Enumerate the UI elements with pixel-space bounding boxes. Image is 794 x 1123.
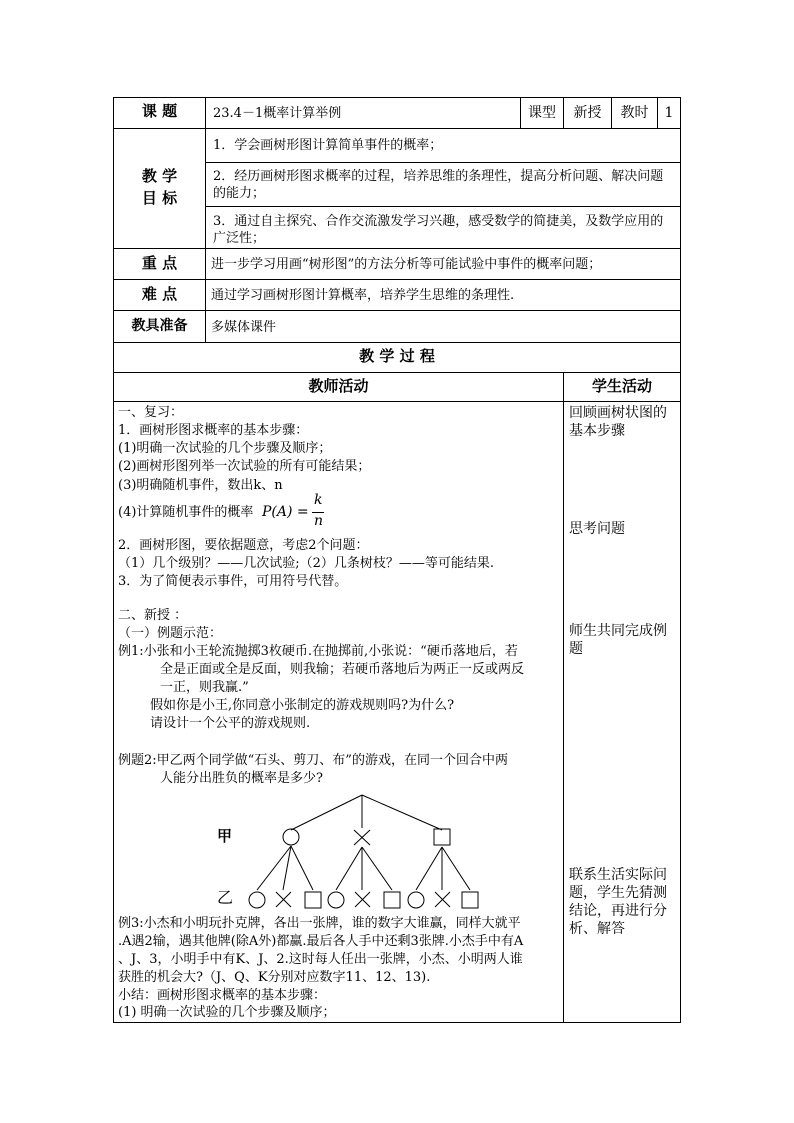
review-title: 一、复习： [118, 405, 184, 420]
review-1: 1．画树形图求概率的基本步骤： [118, 423, 309, 438]
ex1-line5: 请设计一个公平的游戏规则. [150, 716, 311, 731]
goal-item-3: 3．通过自主探究、合作交流激发学习兴趣，感受数学的简捷美，及数学应用的广泛性； [213, 214, 664, 246]
goals-label-line2: 目 标 [141, 189, 178, 207]
period-label: 教时 [620, 105, 649, 121]
goal-item-1: 1．学会画树形图计算简单事件的概率； [213, 138, 443, 153]
student-note-4-line2: 题，学生先猜测 [569, 885, 667, 901]
difficulty-text: 通过学习画树形图计算概率，培养学生思维的条理性. [211, 288, 515, 303]
example-title: （一）例题示范： [118, 626, 223, 641]
ex1-line1: 例1:小张和小王轮流抛掷3枚硬币.在抛掷前,小张说：“硬币落地后，若 [118, 644, 518, 659]
equipment-label: 教具准备 [131, 318, 188, 334]
student-note-4-line4: 析、解答 [569, 921, 625, 937]
formula-lhs: P(A) = [262, 504, 309, 520]
ex3-line4: 获胜的机会大?（J、Q、K分别对应数字11、12、13). [118, 970, 431, 985]
review-1d: (4)计算随机事件的概率 [118, 505, 254, 520]
ex3-line3: 、J、3，小明手中有K、J、2.这时每人任出一张牌，小杰、小明两人谁 [118, 952, 523, 967]
ex1-line3: 一正，则我赢.” [160, 680, 249, 695]
goal-item-2: 2．经历画树形图求概率的过程，培养思维的条理性，提高分析问题、解决问题的能力； [213, 169, 664, 201]
key-point-text: 进一步学习用画“树形图”的方法分析等可能试验中事件的概率问题； [211, 257, 602, 272]
summary-title: 小结：画树形图求概率的基本步骤： [118, 988, 327, 1003]
teacher-header: 教师活动 [308, 377, 369, 395]
topic-label: 课 题 [141, 102, 178, 120]
goals-label-line1: 教 学 [141, 167, 178, 185]
student-note-4-line1: 联系生活实际问 [569, 867, 667, 883]
ex3-line2: .A遇2输，遇其他牌(除A外)都赢.最后各人手中还剩3张牌.小杰手中有A [118, 934, 524, 949]
ex2-line1: 例题2:甲乙两个同学做“石头、剪刀、布”的游戏，在同一个回合中两 [118, 753, 508, 768]
period-value: 1 [664, 105, 674, 121]
formula-numerator: k [314, 492, 323, 508]
tree-label-a: 甲 [217, 827, 233, 845]
difficulty-label: 难 点 [141, 285, 178, 303]
type-label: 课型 [528, 105, 556, 121]
probability-tree-diagram [240, 790, 500, 915]
ex1-line4: 假如你是小王,你同意小张制定的游戏规则吗?为什么? [150, 698, 455, 713]
ex2-line2: 人能分出胜负的概率是多少? [160, 771, 323, 786]
probability-formula [262, 492, 332, 532]
student-note-2: 思考问题 [569, 521, 625, 537]
review-1b: (2)画树形图列举一次试验的所有可能结果； [118, 459, 371, 474]
student-note-1-line2: 基本步骤 [569, 423, 625, 439]
review-3: 3．为了简便表示事件，可用符号代替。 [118, 574, 348, 589]
review-1a: (1)明确一次试验的几个步骤及顺序； [118, 441, 332, 456]
review-1c: (3)明确随机事件，数出k、n [118, 478, 283, 493]
key-point-label: 重 点 [141, 254, 178, 272]
formula-denominator: n [314, 513, 324, 529]
ex3-line1: 例3:小杰和小明玩扑克牌，各出一张牌，谁的数字大谁赢，同样大就平 [118, 916, 521, 931]
new-lesson-title: 二、新授 ： [118, 608, 188, 623]
process-title: 教 学 过 程 [359, 347, 435, 365]
equipment-text: 多媒体课件 [211, 320, 277, 335]
summary-step-1: (1) 明确一次试验的几个步骤及顺序； [118, 1005, 336, 1020]
student-note-4-line3: 结论，再进行分 [569, 903, 667, 919]
type-value: 新授 [573, 105, 602, 121]
review-2a: （1）几个级别？——几次试验;（2）几条树枝？——等可能结果. [118, 556, 495, 571]
topic-value: 23.4－1概率计算举例 [213, 106, 342, 121]
review-2: 2．画树形图，要依据题意，考虑2个问题： [118, 538, 369, 553]
ex1-line2: 全是正面或全是反面，则我输；若硬币落地后为两正一反或两反 [160, 662, 525, 677]
student-header: 学生活动 [591, 377, 652, 395]
student-note-1-line1: 回顾画树状图的 [569, 405, 667, 421]
student-note-3-line1: 师生共同完成例 [569, 623, 667, 639]
student-note-3-line2: 题 [569, 641, 583, 657]
tree-label-b: 乙 [217, 888, 234, 907]
